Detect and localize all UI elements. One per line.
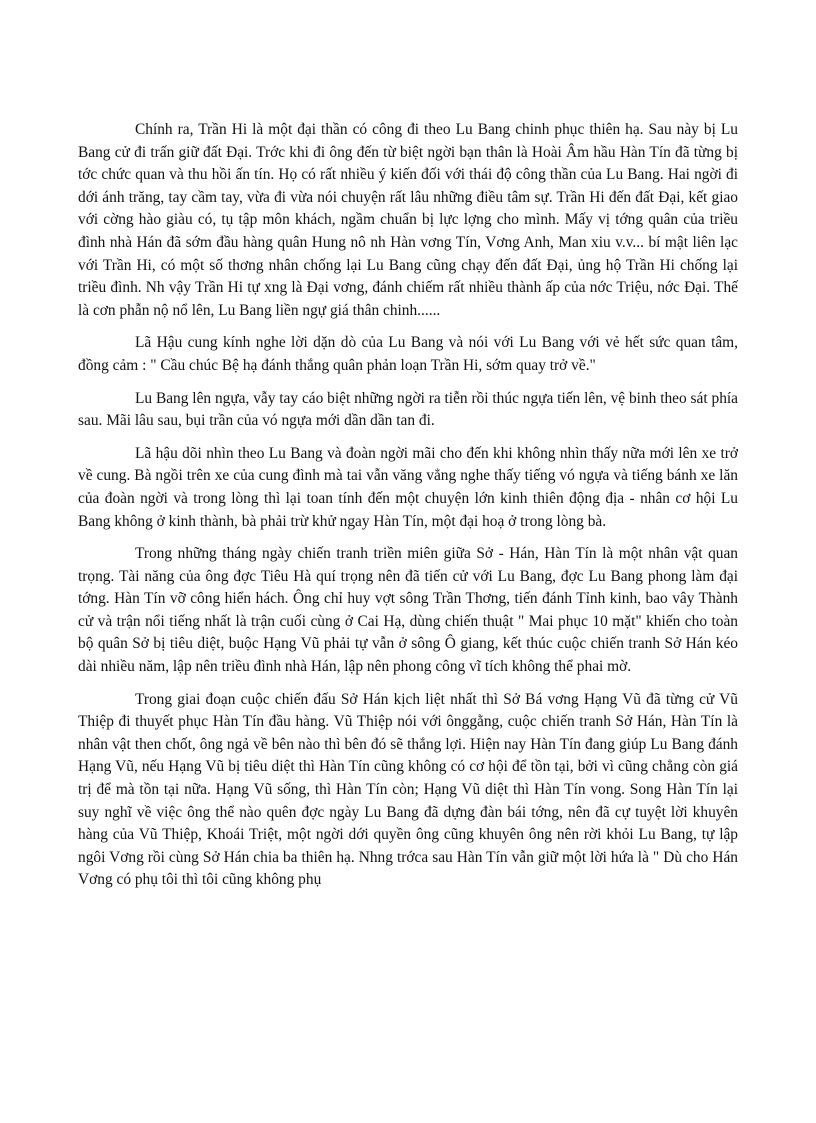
paragraph-2: Lã Hậu cung kính nghe lời dặn dò của Lu Bang và nói với Lu Bang với vẻ hết sức quan tâm, đồng cảm : " Cầu chúc Bệ hạ đánh thắng quân phản loạn Trần Hi, sớm quay trở về.": [78, 334, 738, 374]
paragraph-5: Trong những tháng ngày chiến tranh triền miên giữa Sở - Hán, Hàn Tín là một nhân vật quan trọng. Tài năng của ông đợc Tiêu Hà quí trọng nên đã tiến cử với Lu Bang, đợc Lu Bang phong làm đại tớng. Hàn Tín vỡ công hiển hách. Ông chỉ huy vợt sông Trần Thơng, tiến đánh Tỉnh kinh, bao vây Thành cử và trận nổi tiếng nhất là trận cuối cùng ở Cai Hạ, dùng chiến thuật " Mai phục 10 mặt" khiến cho toàn bộ quân Sở bị tiêu diệt, buộc Hạng Vũ phải tự vẫn ở sông Ô giang, kết thúc cuộc chiến tranh Sở Hán kéo dài nhiều năm, lập nên triều đình nhà Hán, lập nên phong công vĩ tích không thể phai mờ.: [78, 545, 738, 676]
paragraph-4: Lã hậu dõi nhìn theo Lu Bang và đoàn ngời mãi cho đến khi không nhìn thấy nữa mới lên xe trở về cung. Bà ngồi trên xe của cung đình mà tai vẫn văng vẳng nghe thấy tiếng vó ngựa và tiếng bánh xe lăn của đoàn ngời và trong lòng thì lại toan tính đến một chuyện lớn kinh thiên động địa - nhân cơ hội Lu Bang không ở kinh thành, bà phải trừ khử ngay Hàn Tín, một đại hoạ ở trong lòng bà.: [78, 444, 738, 530]
paragraph-1: Chính ra, Trần Hi là một đại thần có công đi theo Lu Bang chinh phục thiên hạ. Sau này bị Lu Bang cử đi trấn giữ đất Đại. Trớc khi đi ông đến từ biệt ngời bạn thân là Hoài Âm hầu Hàn Tín đã từng bị tớc chức quan và thu hồi ấn tín. Họ có rất nhiều ý kiến đối với thái độ công thần của Lu Bang. Hai ngời đi dới ánh trăng, tay cầm tay, vừa đi vừa nói chuyện rất lâu những điều tâm sự. Trần Hi đến đất Đại, kết giao với cờng hào giàu có, tụ tập môn khách, ngầm chuẩn bị lực lợng cho mình. Mấy vị tớng quân của triều đình nhà Hán đã sớm đầu hàng quân Hung nô nh Hàn vơng Tín, Vơng Anh, Man xiu v.v... bí mật liên lạc với Trần Hi, có một số thơng nhân chống lại Lu Bang cũng chạy đến đất Đại, ủng hộ Trần Hi chống lại triều đình. Nh vậy Trần Hi tự xng là Đại vơng, đánh chiếm rất nhiều thành ấp của nớc Triệu, nớc Đại. Thế là cơn phẫn nộ nổ lên, Lu Bang liền ngự giá thân chinh......: [78, 121, 738, 319]
document-body: [78, 119, 738, 902]
paragraph-3: Lu Bang lên ngựa, vẫy tay cáo biệt những ngời ra tiễn rồi thúc ngựa tiến lên, vệ binh theo sát phía sau. Mãi lâu sau, bụi trần của vó ngựa mới dần dần tan đi.: [78, 389, 738, 430]
paragraph-6: Trong giai đoạn cuộc chiến đấu Sở Hán kịch liệt nhất thì Sở Bá vơng Hạng Vũ đã từng cử Vũ Thiệp đi thuyết phục Hàn Tín đầu hàng. Vũ Thiệp nói với ônggằng, cuộc chiến tranh Sở Hán, Hàn Tín là nhân vật then chốt, ông ngả về bên nào thì bên đó sẽ thắng lợi. Hiện nay Hàn Tín đang giúp Lu Bang đánh Hạng Vũ, nếu Hạng Vũ bị tiêu diệt thì Hàn Tín cũng không có cơ hội để tồn tại, bởi vì cũng chẳng còn giá trị để mà tồn tại nữa. Hạng Vũ sống, thì Hàn Tín còn; Hạng Vũ diệt thì Hàn Tín vong. Song Hàn Tín lại suy nghĩ về việc ông thể nào quên đợc ngày Lu Bang đã dựng đàn bái tớng, nên đã cự tuyệt lời khuyên hàng của Vũ Thiệp, Khoái Triệt, một ngời dới quyền ông cũng khuyên ông nên rời khỏi Lu Bang, tự lập ngôi Vơng rồi cùng Sở Hán chia ba thiên hạ. Nhng trớca sau Hàn Tín vẫn giữ một lời hứa là " Dù cho Hán Vơng có phụ tôi thì tôi cũng không phụ: [78, 690, 738, 889]
